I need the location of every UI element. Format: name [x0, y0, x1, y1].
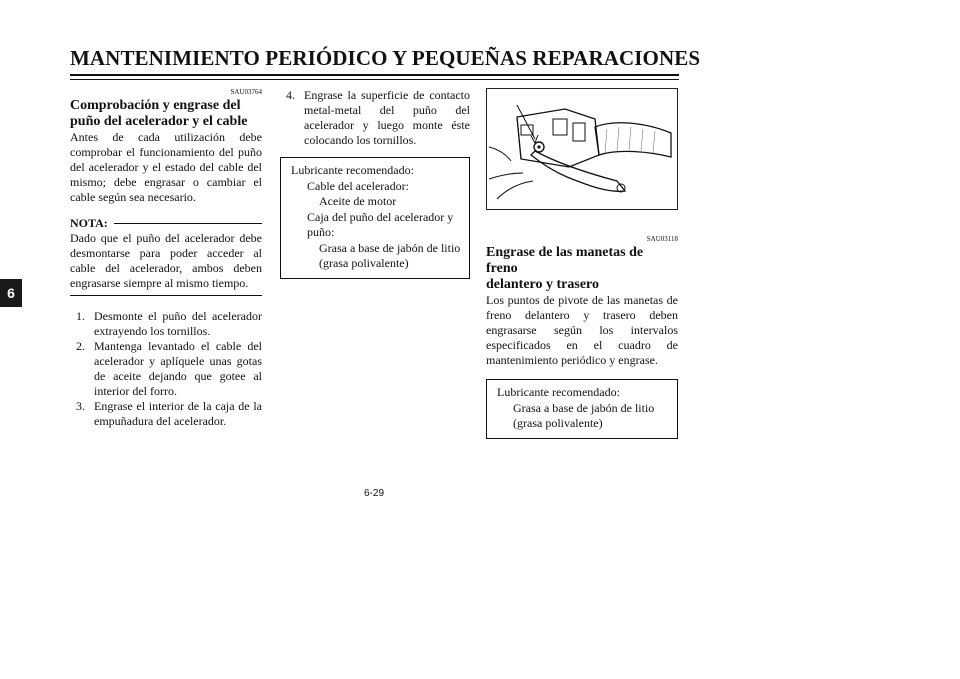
middle-column — [280, 88, 470, 279]
lubricant-item-label: Cable del acelerador: — [307, 178, 409, 193]
step-number: 4. — [286, 88, 295, 102]
lubricant-heading: Lubricante recomendado: — [291, 163, 414, 177]
section-levers-body: Los puntos de pivote de las manetas de freno delantero y trasero deben engrasarse según los intervalos especificados en el cuadro de mantenimiento periódico y engrase. — [486, 293, 678, 367]
lubricant-item-label: puño: — [307, 225, 335, 239]
step-text: Desmonte el puño del acelerador extrayendo los tornillos. — [94, 309, 262, 338]
section-title-throttle — [70, 98, 262, 130]
lubricant-box-throttle — [280, 157, 470, 279]
section-code: SAU03764 — [230, 88, 262, 96]
step-text: Mantenga levantado el cable del acelerador y aplíquele unas gotas de aceite dejando que gotee al interior del forro. — [94, 339, 262, 398]
handlebar-lever-drawing — [487, 89, 677, 209]
section-title-line: puño del acelerador y el cable — [70, 114, 248, 129]
lubricant-item-value: Aceite de motor — [319, 194, 397, 208]
step-item — [286, 88, 470, 148]
step-item — [76, 399, 262, 429]
nota-text: Dado que el puño del acelerador debe desmontarse para poder acceder al cable del acelerador, ambos deben engrasarse siempre al mismo tiempo. — [70, 231, 262, 290]
section-intro: Antes de cada utilización debe comprobar el funcionamiento del puño del acelerador y el estado del cable del mismo; debe engrasar o cambiar el cable según sea necesario. — [70, 130, 262, 204]
section-code: SAU03118 — [646, 235, 678, 243]
step-list-continued — [286, 88, 470, 148]
header-rule-thin — [70, 79, 679, 80]
step-item — [76, 309, 262, 339]
step-number: 2. — [76, 339, 85, 353]
step-list — [76, 309, 262, 429]
page-title: MANTENIMIENTO PERIÓDICO Y PEQUEÑAS REPARACIONES — [70, 46, 701, 70]
lubricant-item-value: (grasa polivalente) — [513, 416, 603, 430]
section-title-levers — [486, 245, 678, 293]
chapter-tab: 6 — [0, 279, 22, 307]
lubricant-item-value: Grasa a base de jabón de litio — [513, 400, 655, 415]
step-number: 3. — [76, 399, 85, 413]
right-column — [486, 88, 678, 439]
nota-heading — [70, 216, 262, 231]
step-text: Engrase la superficie de contacto metal-metal del puño del acelerador y luego monte éste colocando los tornillos. — [304, 88, 470, 147]
lubricant-item-value: (grasa polivalente) — [319, 256, 409, 270]
lubricant-box-levers — [486, 379, 678, 439]
section-title-line: delantero y trasero — [486, 277, 600, 292]
step-text: Engrase el interior de la caja de la empuñadura del acelerador. — [94, 399, 262, 428]
lubricant-item-label: Caja del puño del acelerador y — [307, 209, 454, 224]
page-number: 6-29 — [363, 488, 384, 499]
step-number: 1. — [76, 309, 85, 323]
nota-end-rule — [70, 295, 262, 296]
nota-rule — [114, 223, 262, 224]
handlebar-lever-illustration — [486, 88, 678, 210]
lubricant-item-value: Grasa a base de jabón de litio — [319, 240, 461, 255]
header-rule — [70, 74, 679, 76]
lubricant-heading: Lubricante recomendado: — [497, 385, 620, 399]
nota-label: NOTA: — [70, 216, 108, 230]
section-title-line: Engrase de las manetas de freno — [486, 245, 644, 276]
section-title-line: Comprobación y engrase del — [70, 98, 241, 113]
step-item — [76, 339, 262, 399]
left-column — [70, 88, 262, 429]
